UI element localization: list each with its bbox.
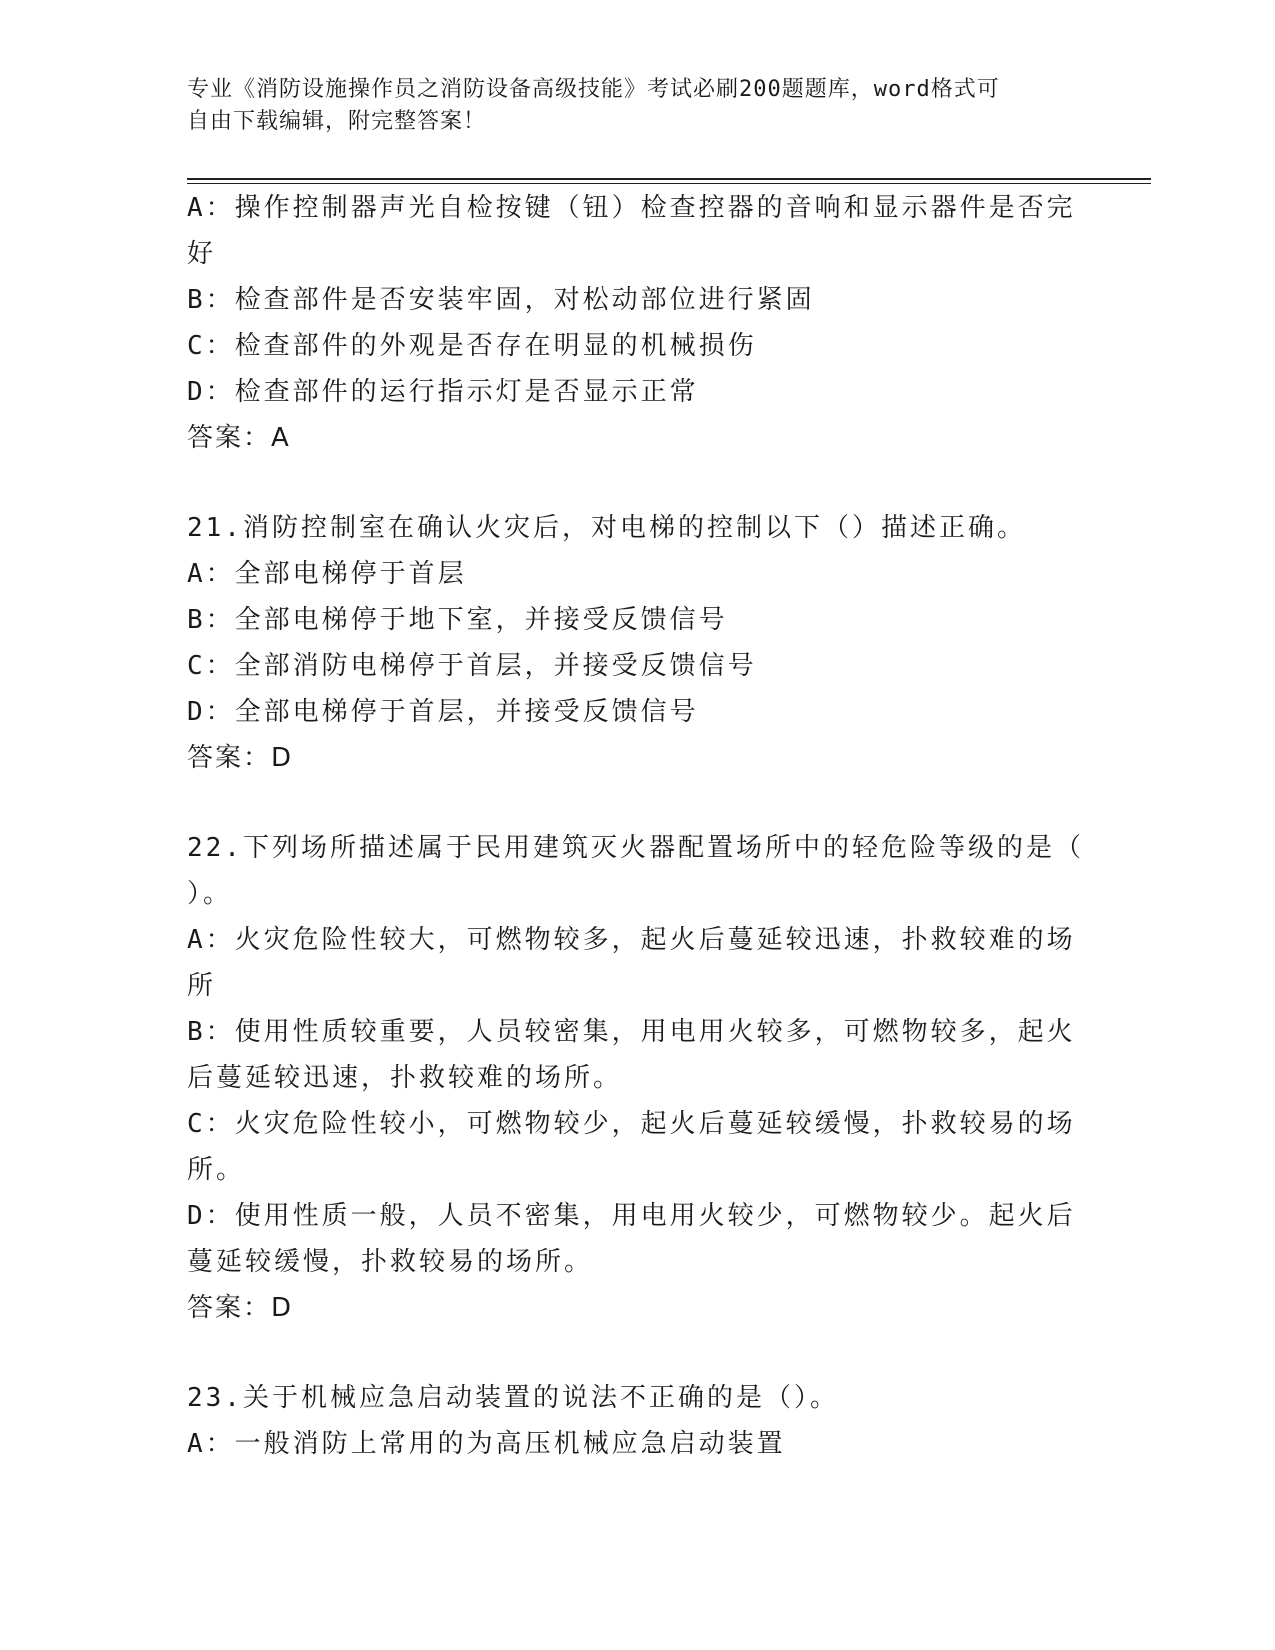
answer: 答案：D <box>187 1293 294 1323</box>
option-d-line-2: 蔓延较缓慢，扑救较易的场所。 <box>187 1247 594 1277</box>
header-title-line-1: 专业《消防设施操作员之消防设备高级技能》考试必刷200题题库，word格式可 <box>187 77 1000 102</box>
option-b: B：检查部件是否安装牢固，对松动部位进行紧固 <box>187 285 815 315</box>
option-c: C：检查部件的外观是否存在明显的机械损伤 <box>187 331 757 361</box>
option-b-line-1: B：使用性质较重要，人员较密集，用电用火较多，可燃物较多，起火 <box>187 1017 1076 1047</box>
option-b-line-2: 后蔓延较迅速，扑救较难的场所。 <box>187 1063 623 1093</box>
option-c-line-1: C：火灾危险性较小，可燃物较少，起火后蔓延较缓慢，扑救较易的场 <box>187 1109 1076 1139</box>
spacer <box>187 781 1087 825</box>
option-a-line-1: A：操作控制器声光自检按键（钮）检查控器的音响和显示器件是否完 <box>187 193 1076 223</box>
answer: 答案：A <box>187 423 291 453</box>
option-a: A：一般消防上常用的为高压机械应急启动装置 <box>187 1429 786 1459</box>
option-a-line-2: 所 <box>187 971 217 1001</box>
question-stem: 23.关于机械应急启动装置的说法不正确的是（）。 <box>187 1383 839 1413</box>
question-content <box>187 185 1087 1467</box>
answer: 答案：D <box>187 743 294 773</box>
question-stem-line-1: 22.下列场所描述属于民用建筑灭火器配置场所中的轻危险等级的是（ <box>187 833 1084 863</box>
option-a: A：全部电梯停于首层 <box>187 559 467 589</box>
option-c-line-2: 所。 <box>187 1155 246 1185</box>
option-c: C：全部消防电梯停于首层，并接受反馈信号 <box>187 651 757 681</box>
question-block-22 <box>187 825 1087 1331</box>
spacer <box>187 461 1087 505</box>
header-divider <box>187 178 1151 184</box>
option-d: D：全部电梯停于首层，并接受反馈信号 <box>187 697 699 727</box>
question-block-23 <box>187 1375 1087 1467</box>
document-header <box>187 74 1067 138</box>
question-block-previous <box>187 185 1087 461</box>
option-a-line-1: A：火灾危险性较大，可燃物较多，起火后蔓延较迅速，扑救较难的场 <box>187 925 1076 955</box>
question-stem: 21.消防控制室在确认火灾后，对电梯的控制以下（）描述正确。 <box>187 513 1026 543</box>
option-d-line-1: D：使用性质一般，人员不密集，用电用火较少，可燃物较少。起火后 <box>187 1201 1076 1231</box>
spacer <box>187 1331 1087 1375</box>
option-d: D：检查部件的运行指示灯是否显示正常 <box>187 377 699 407</box>
option-a-line-2: 好 <box>187 239 217 269</box>
header-title-line-2: 自由下载编辑，附完整答案！ <box>187 109 487 134</box>
question-block-21 <box>187 505 1087 781</box>
option-b: B：全部电梯停于地下室，并接受反馈信号 <box>187 605 728 635</box>
question-stem-line-2: ）。 <box>187 879 233 909</box>
